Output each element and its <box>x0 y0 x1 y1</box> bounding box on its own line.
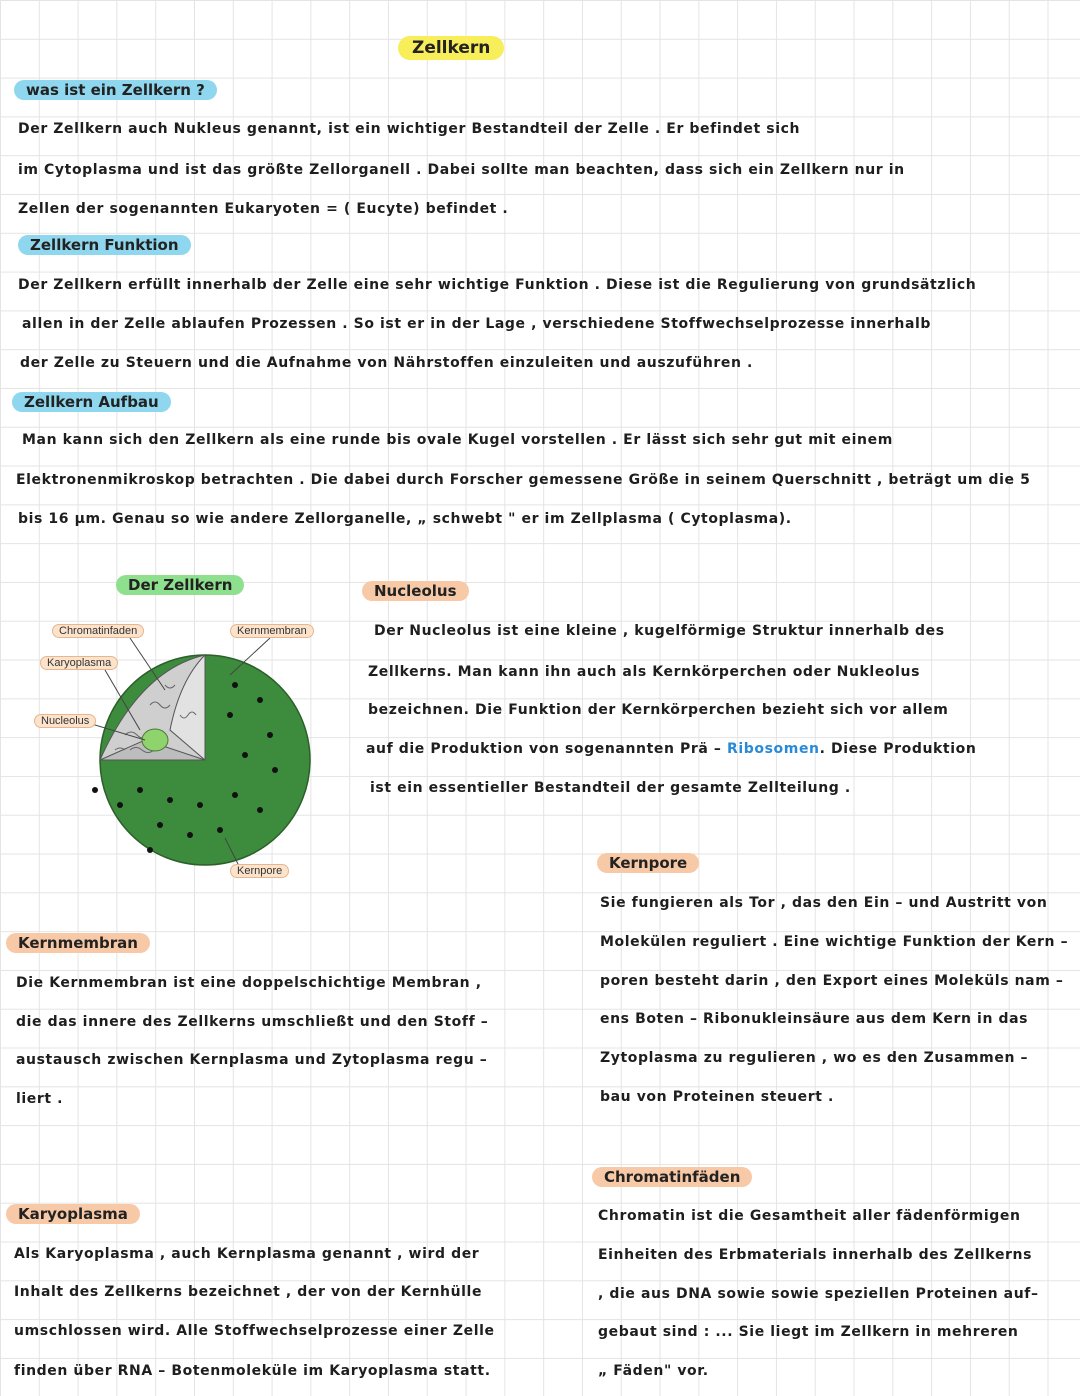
text-line: liert . <box>16 1091 64 1107</box>
text-line: , die aus DNA sowie sowie speziellen Proteinen auf– <box>598 1286 1039 1302</box>
text-line: gebaut sind : ... Sie liegt im Zellkern in mehreren <box>598 1324 1019 1340</box>
ribosomen-word: Ribosomen <box>727 741 820 757</box>
text-segment: . Diese Produktion <box>819 741 977 757</box>
zellkern-diagram <box>30 610 330 890</box>
text-line: Zytoplasma zu regulieren , wo es den Zusammen – <box>600 1050 1029 1066</box>
heading-diagram: Der Zellkern <box>116 575 244 595</box>
text-line: Der Zellkern erfüllt innerhalb der Zelle eine sehr wichtige Funktion . Diese ist die Regulierung von grundsätzlich <box>18 277 977 293</box>
nucleus-illustration <box>30 610 330 890</box>
heading-kernmembran: Kernmembran <box>6 933 150 953</box>
text-segment: auf die Produktion von sogenannten Prä – <box>366 741 722 757</box>
page-title: Zellkern <box>398 36 504 60</box>
text-line: Zellkerns. Man kann ihn auch als Kernkörperchen oder Nukleolus <box>368 664 921 680</box>
text-line: bau von Proteinen steuert . <box>600 1089 834 1105</box>
text-line: Die Kernmembran ist eine doppelschichtige Membran , <box>16 975 482 991</box>
text-line: Einheiten des Erbmaterials innerhalb des Zellkerns <box>598 1247 1033 1263</box>
text-line: Der Zellkern auch Nukleus genannt, ist ein wichtiger Bestandteil der Zelle . Er befindet sich <box>18 121 801 137</box>
heading-kernpore: Kernpore <box>597 853 699 873</box>
label-kernpore: Kernpore <box>230 864 289 878</box>
text-line: ens Boten – Ribonukleinsäure aus dem Kern in das <box>600 1011 1029 1027</box>
heading-was-ist: was ist ein Zellkern ? <box>14 80 217 100</box>
text-line: der Zelle zu Steuern und die Aufnahme von Nährstoffen einzuleiten und auszuführen . <box>20 355 753 371</box>
label-karyoplasma: Karyoplasma <box>40 656 118 670</box>
nucleolus-shape <box>142 729 168 751</box>
text-line: Sie fungieren als Tor , das den Ein – und Austritt von <box>600 895 1048 911</box>
heading-karyoplasma: Karyoplasma <box>6 1204 140 1224</box>
text-line: poren besteht darin , den Export eines Moleküls nam – <box>600 973 1064 989</box>
heading-aufbau: Zellkern Aufbau <box>12 392 171 412</box>
text-line: Elektronenmikroskop betrachten . Die dabei durch Forscher gemessene Größe in seinem Querschnitt , beträgt um die 5 <box>16 472 1031 488</box>
label-nucleolus: Nucleolus <box>34 714 96 728</box>
text-line: allen in der Zelle ablaufen Prozessen . So ist er in der Lage , verschiedene Stoffwechselprozesse innerhalb <box>22 316 932 332</box>
text-line: Inhalt des Zellkerns bezeichnet , der von der Kernhülle <box>14 1284 483 1300</box>
text-line: im Cytoplasma und ist das größte Zellorganell . Dabei sollte man beachten, dass sich ein Zellkern nur in <box>18 162 905 178</box>
text-line: Molekülen reguliert . Eine wichtige Funktion der Kern – <box>600 934 1069 950</box>
label-chromatinfaden: Chromatinfaden <box>52 624 144 638</box>
heading-chromatin: Chromatinfäden <box>592 1167 752 1187</box>
label-kernmembran: Kernmembran <box>230 624 314 638</box>
text-line: Man kann sich den Zellkern als eine runde bis ovale Kugel vorstellen . Er lässt sich sehr gut mit einem <box>22 432 893 448</box>
text-line: finden über RNA – Botenmoleküle im Karyoplasma statt. <box>14 1363 491 1379</box>
heading-funktion: Zellkern Funktion <box>18 235 191 255</box>
text-line: ist ein essentieller Bestandteil der gesamte Zellteilung . <box>370 780 851 796</box>
text-line: Der Nucleolus ist eine kleine , kugelförmige Struktur innerhalb des <box>374 623 945 639</box>
heading-nucleolus: Nucleolus <box>362 581 469 601</box>
text-line: bezeichnen. Die Funktion der Kernkörperchen bezieht sich vor allem <box>368 702 949 718</box>
text-line: Zellen der sogenannten Eukaryoten = ( Eucyte) befindet . <box>18 201 509 217</box>
text-line: die das innere des Zellkerns umschließt und den Stoff – <box>16 1014 489 1030</box>
text-line <box>366 739 976 759</box>
text-line: Chromatin ist die Gesamtheit aller fädenförmigen <box>598 1208 1021 1224</box>
text-line: Als Karyoplasma , auch Kernplasma genannt , wird der <box>14 1246 480 1262</box>
text-line: „ Fäden" vor. <box>598 1363 709 1379</box>
text-line: bis 16 µm. Genau so wie andere Zellorganelle, „ schwebt " er im Zellplasma ( Cytoplasma). <box>18 511 792 527</box>
text-line: austausch zwischen Kernplasma und Zytoplasma regu – <box>16 1052 488 1068</box>
text-line: umschlossen wird. Alle Stoffwechselprozesse einer Zelle <box>14 1323 495 1339</box>
